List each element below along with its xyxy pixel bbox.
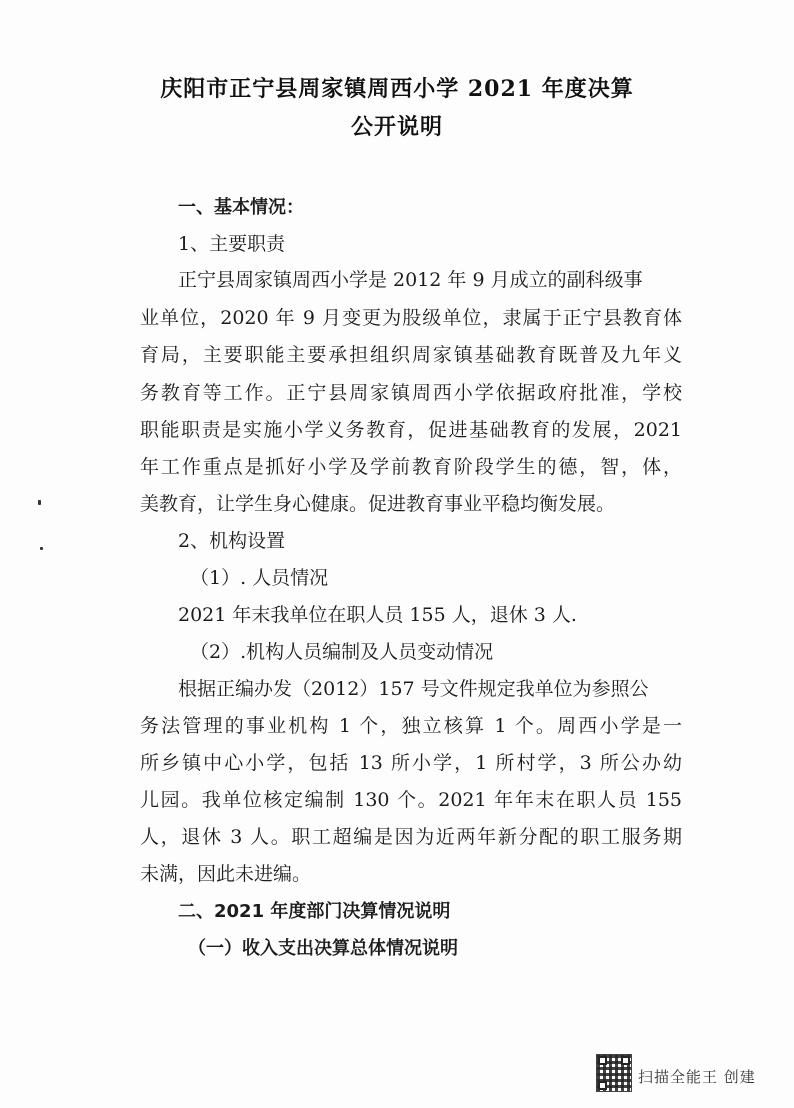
- para2-line: 所乡镇中心小学，包括 13 所小学，1 所村学，3 所公办幼: [140, 752, 682, 774]
- sub2-2-heading: （2）.机构人员编制及人员变动情况: [190, 641, 494, 663]
- para1-line: 正宁县周家镇周西小学是 2012 年 9 月成立的副科级事: [178, 269, 643, 291]
- scanner-brand-text: 扫描全能王 创建: [638, 1068, 756, 1086]
- para1-line: 职能职责是实施小学义务教育，促进基础教育的发展，2021: [140, 419, 682, 441]
- document-title-line2: 公开说明: [350, 114, 443, 140]
- scan-speck: [40, 547, 43, 550]
- section2-heading: 二、2021 年度部门决算情况说明: [178, 901, 451, 922]
- section1-heading: 一、基本情况：: [178, 197, 304, 218]
- sub2-heading: 2、机构设置: [178, 530, 286, 552]
- sub2-1-heading: （1）. 人员情况: [190, 567, 329, 589]
- document-title-line1: 庆阳市正宁县周家镇周西小学 2021 年度决算: [160, 76, 634, 102]
- scanner-watermark: [596, 1054, 786, 1100]
- para2-line: 人，退休 3 人。职工超编是因为近两年新分配的职工服务期: [140, 826, 682, 848]
- para2-line: 未满，因此未进编。: [140, 863, 312, 885]
- para2-line: 根据正编办发（2012）157 号文件规定我单位为参照公: [178, 678, 649, 700]
- para2-line: 务法管理的事业机构 1 个，独立核算 1 个。周西小学是一: [140, 715, 682, 737]
- sub1-heading: 1、主要职责: [178, 233, 286, 255]
- para1-line: 育局，主要职能主要承担组织周家镇基础教育既普及九年义: [140, 344, 682, 366]
- para1-line: 美教育，让学生身心健康。促进教育事业平稳均衡发展。: [140, 493, 616, 515]
- para1-line: 务教育等工作。正宁县周家镇周西小学依据政府批准，学校: [140, 382, 682, 404]
- para1-line: 年工作重点是抓好小学及学前教育阶段学生的德，智，体，: [140, 456, 682, 478]
- para2-line: 儿园。我单位核定编制 130 个。2021 年年末在职人员 155: [140, 789, 682, 811]
- scan-speck: [38, 500, 41, 505]
- section2-sub-heading: （一）收入支出决算总体情况说明: [188, 938, 458, 959]
- qr-code-icon: [596, 1054, 632, 1092]
- para1-line: 业单位，2020 年 9 月变更为股级单位，隶属于正宁县教育体: [140, 307, 682, 329]
- sub2-1-text: 2021 年末我单位在职人员 155 人，退休 3 人.: [178, 604, 577, 626]
